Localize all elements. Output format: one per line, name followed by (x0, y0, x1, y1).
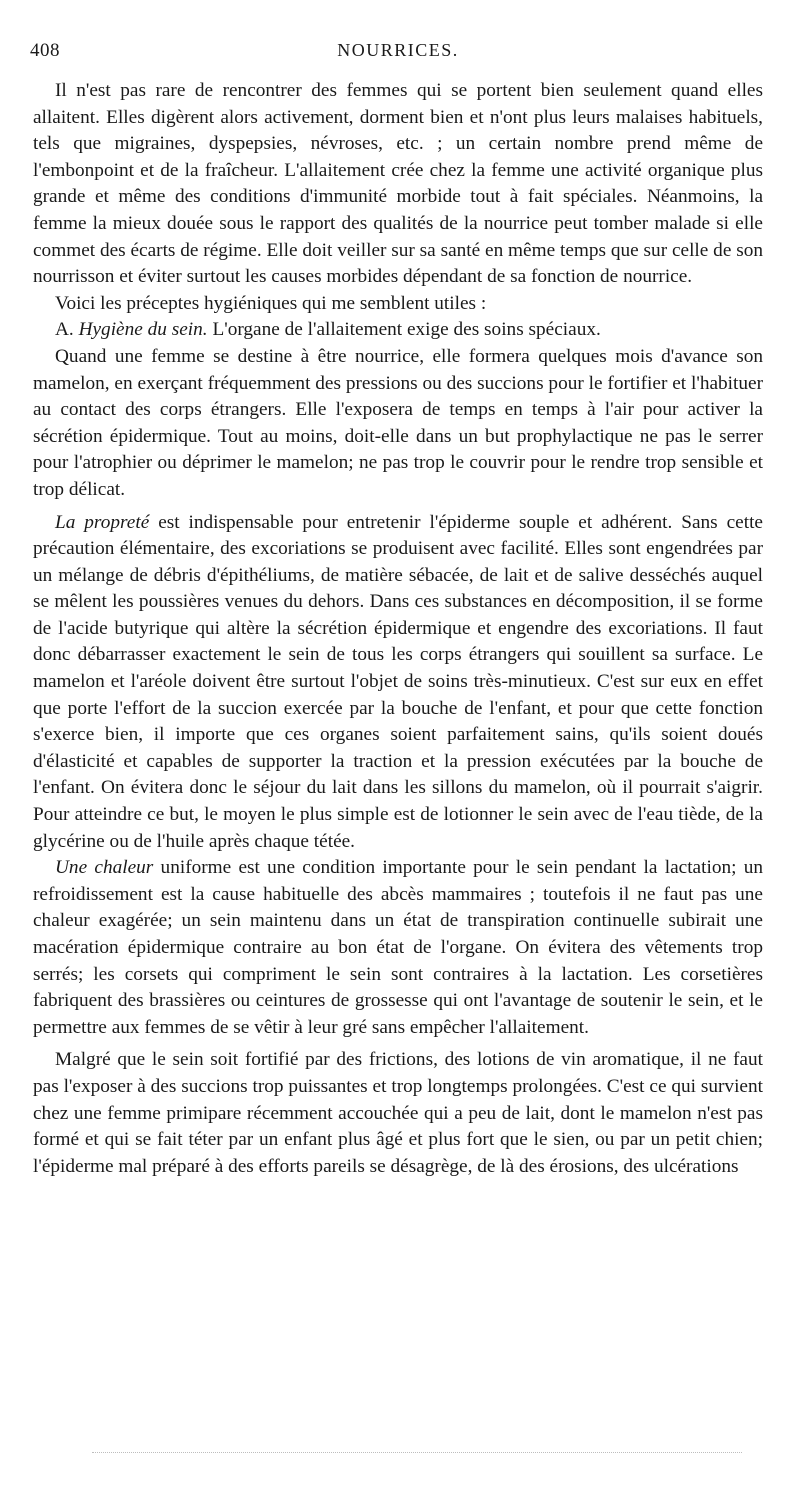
paragraph-6 (33, 855, 763, 1041)
paragraph-2: Voici les préceptes hygiéniques qui me semblent utiles : (55, 292, 487, 314)
page-header (30, 40, 766, 70)
paragraph-7: Malgré que le sein soit fortifié par des frictions, des lotions de vin aromatique, il ne faut pas l'exposer à des succions trop puissantes et trop longtemps prolongées. C'est ce qui survient chez une femme primipare récemment accouchée qui a peu de lait, dont le mamelon n'est pas formé et qui se fait téter par un enfant plus âgé et plus fort que le sien, ou par un petit chien; l'épiderme mal préparé à des efforts pareils se désagrège, de là des érosions, des ulcérations (33, 1049, 763, 1177)
paragraph-6-text: uniforme est une condition importante pour le sein pendant la lactation; un refroidissement est la cause habituelle des abcès mammaires ; toutefois il ne faut pas une chaleur exagérée; un sein maintenu dans un état de transpiration continuelle subirait une macération épidermique contraire au bon état de l'organe. On évitera des vêtements trop serrés; les corsets qui compriment le sein sont contraires à la lactation. Les corsetières fabriquent des brassières ou ceintures de grossesse qui ont l'avantage de soutenir le sein, et le permettre aux femmes de se vêtir à leur gré sans empêcher l'allaitement. (33, 857, 763, 1038)
section-marker: A. (55, 319, 74, 341)
paragraph-5-text: est indispensable pour entretenir l'épiderme souple et adhérent. Sans cette précaution élémentaire, des excoriations se produisent avec facilité. Elles sont engendrées par un mélange de débris d'épithéliums, de matière sébacée, de lait et de salive desséchés auquel se mêlent les poussières venues du dehors. Dans ces substances en décomposition, il se forme de l'acide butyrique qui altère la sécrétion épidermique et engendre des excoriations. Il faut donc débarrasser exactement le sein de tous les corps étrangers qui souillent sa surface. Le mamelon et l'aréole doivent être surtout l'objet de soins très-minutieux. C'est sur eux en effet que porte l'effort de la succion exercée par la bouche de l'enfant, et pour que cette fonction s'exerce bien, il importe que ces organes soient parfaitement sains, qu'ils soient doués d'élasticité et capables de supporter la traction et la pression exécutées par la bouche de l'enfant. On évitera donc le séjour du lait dans les sillons du mamelon, où il pourrait s'aigrir. Pour atteindre ce but, le moyen le plus simple est de lotionner le sein avec de l'eau tiède, de la glycérine ou de l'huile après chaque tétée. (33, 511, 763, 852)
bottom-rule (92, 1452, 742, 1453)
section-heading: Hygiène du sein. (78, 319, 208, 341)
paragraph-1: Il n'est pas rare de rencontrer des femmes qui se portent bien seulement quand elles allaitent. Elles digèrent alors activement, dorment bien et n'ont plus leurs malaises habituels, tels que migraines, dyspepsies, névroses, etc. ; un certain nombre prend même de l'embonpoint et de la fraîcheur. L'allaitement crée chez la femme une activité organique plus grande et même des conditions d'immunité morbide tout à fait spéciales. Néanmoins, la femme la mieux douée sous le rapport des qualités de la nourrice peut tomber malade si elle commet des écarts de régime. Elle doit veiller sur sa santé en même temps que sur celle de son nourrisson et éviter surtout les causes morbides dépendant de sa fonction de nourrice. (33, 80, 763, 288)
paragraph-5-lead: La propreté (55, 511, 150, 533)
paragraph-3 (33, 317, 763, 344)
body-text (33, 78, 763, 1180)
paragraph-5 (33, 510, 763, 856)
paragraph-6-lead: Une chaleur (55, 857, 154, 879)
running-head: NOURRICES. (337, 40, 459, 60)
paragraph-4: Quand une femme se destine à être nourrice, elle formera quelques mois d'avance son mamelon, en exerçant fréquemment des pressions ou des succions pour le fortifier et l'habituer au contact des corps étrangers. Elle l'exposera de temps en temps à l'air pour activer la sécrétion épidermique. Tout au moins, doit-elle dans un but prophylactique ne pas le serrer pour l'atrophier ou déprimer le mamelon; ne pas trop le couvrir pour le rendre trop sensible et trop délicat. (33, 345, 763, 500)
section-text: L'organe de l'allaitement exige des soins spéciaux. (212, 319, 601, 341)
page-number: 408 (30, 40, 60, 61)
